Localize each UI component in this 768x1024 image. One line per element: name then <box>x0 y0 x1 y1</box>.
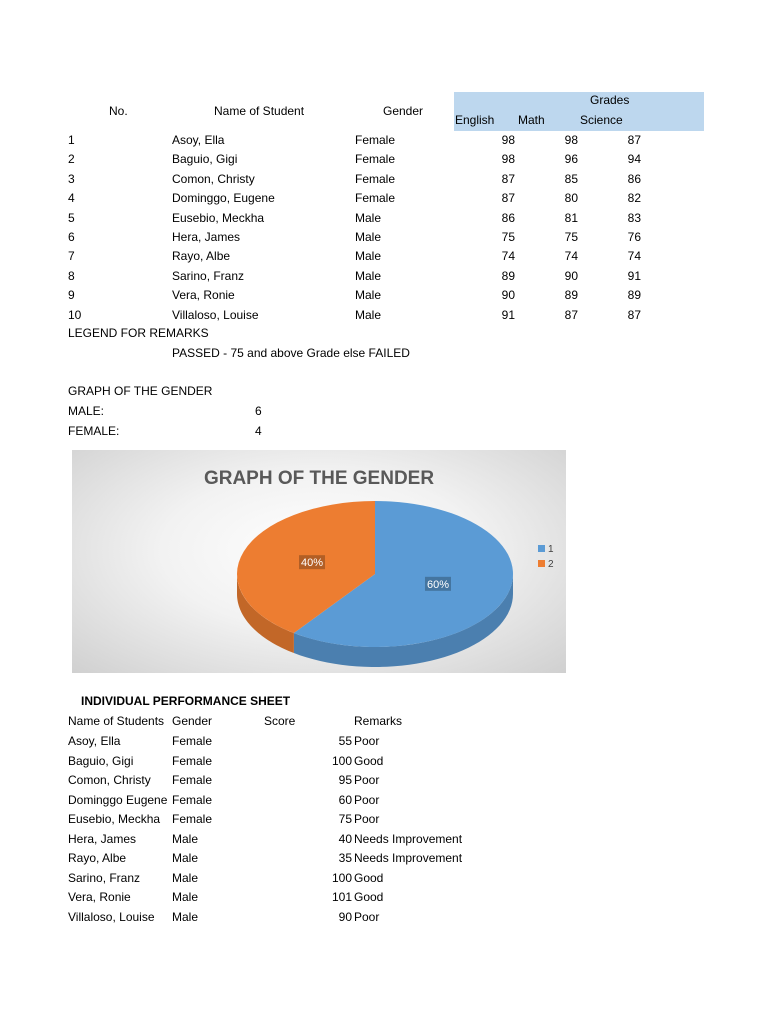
performance-gender: Male <box>172 890 199 904</box>
female-label: FEMALE: <box>68 424 120 438</box>
student-no: 8 <box>68 268 75 283</box>
performance-name: Hera, James <box>68 831 137 846</box>
performance-remarks: Good <box>354 870 384 885</box>
performance-remarks: Poor <box>354 812 380 826</box>
perf-header-score: Score <box>264 714 296 728</box>
performance-gender: Female <box>172 792 213 807</box>
legend-swatch-1 <box>538 545 545 552</box>
performance-score: 90 <box>338 909 352 924</box>
student-english: 86 <box>501 210 515 225</box>
student-gender: Female <box>355 191 396 206</box>
performance-name: Sarino, Franz <box>68 870 141 885</box>
performance-score: 35 <box>338 851 352 865</box>
performance-score: 95 <box>338 773 352 787</box>
performance-name: Vera, Ronie <box>68 890 131 904</box>
student-gender: Male <box>355 210 382 225</box>
performance-gender: Female <box>172 734 213 748</box>
student-science: 94 <box>627 152 641 167</box>
student-gender: Female <box>355 152 396 167</box>
performance-name: Comon, Christy <box>68 773 151 787</box>
performance-score: 101 <box>331 890 352 904</box>
student-math: 85 <box>564 171 578 186</box>
performance-name: Eusebio, Meckha <box>68 812 161 826</box>
student-name: Eusebio, Meckha <box>172 210 265 225</box>
legend-remarks-title: LEGEND FOR REMARKS <box>68 326 209 340</box>
student-english: 89 <box>501 268 515 283</box>
student-gender: Female <box>355 133 396 147</box>
male-label: MALE: <box>68 404 105 418</box>
student-no: 3 <box>68 171 75 186</box>
header-math: Math <box>518 113 545 127</box>
performance-gender: Male <box>172 851 199 865</box>
student-math: 87 <box>564 307 578 322</box>
student-science: 89 <box>627 288 641 303</box>
student-science: 74 <box>627 249 641 264</box>
perf-header-gender: Gender <box>172 714 213 728</box>
header-grades: Grades <box>590 93 630 107</box>
legend-remarks-text: PASSED - 75 and above Grade else FAILED <box>172 346 410 360</box>
legend-label-2: 2 <box>548 559 554 570</box>
student-english: 87 <box>501 171 515 186</box>
performance-score: 75 <box>338 812 352 826</box>
student-gender: Male <box>355 249 382 264</box>
student-name: Asoy, Ella <box>172 133 225 147</box>
student-science: 82 <box>627 191 641 206</box>
performance-name: Dominggo Eugene <box>68 792 168 807</box>
student-no: 7 <box>68 249 75 264</box>
student-english: 74 <box>501 249 515 264</box>
student-science: 76 <box>627 230 641 244</box>
header-gender: Gender <box>383 104 424 118</box>
perf-header-remarks: Remarks <box>354 714 403 728</box>
header-science: Science <box>580 113 623 127</box>
performance-score: 55 <box>338 734 352 748</box>
student-math: 96 <box>564 152 578 167</box>
performance-gender: Male <box>172 870 199 885</box>
student-name: Rayo, Albe <box>172 249 231 264</box>
student-science: 91 <box>627 268 641 283</box>
student-math: 81 <box>564 210 578 225</box>
student-math: 80 <box>564 191 578 206</box>
performance-name: Asoy, Ella <box>68 734 121 748</box>
student-science: 86 <box>627 171 641 186</box>
performance-remarks: Needs Improvement <box>354 831 463 846</box>
student-english: 90 <box>501 288 515 303</box>
performance-remarks: Poor <box>354 734 380 748</box>
student-gender: Male <box>355 307 382 322</box>
performance-score: 40 <box>338 831 352 846</box>
student-name: Hera, James <box>172 230 241 244</box>
performance-score: 100 <box>331 753 352 768</box>
student-science: 87 <box>627 307 641 322</box>
student-math: 98 <box>564 133 578 147</box>
student-science: 83 <box>627 210 641 225</box>
student-gender: Male <box>355 268 382 283</box>
student-no: 1 <box>68 133 75 147</box>
female-count: 4 <box>255 424 262 438</box>
student-english: 98 <box>501 133 515 147</box>
legend-swatch-2 <box>538 560 545 567</box>
performance-gender: Female <box>172 753 213 768</box>
perf-header-name: Name of Students <box>68 714 165 728</box>
student-math: 89 <box>564 288 578 303</box>
student-gender: Male <box>355 288 382 303</box>
student-english: 98 <box>501 152 515 167</box>
pie-chart-svg <box>72 450 566 673</box>
student-no: 9 <box>68 288 75 303</box>
student-name: Comon, Christy <box>172 171 255 186</box>
performance-gender: Male <box>172 831 199 846</box>
performance-remarks: Good <box>354 890 384 904</box>
student-name: Baguio, Gigi <box>172 152 238 167</box>
header-no: No. <box>109 104 128 118</box>
student-name: Vera, Ronie <box>172 288 235 303</box>
performance-name: Baguio, Gigi <box>68 753 134 768</box>
male-count: 6 <box>255 404 262 418</box>
performance-remarks: Poor <box>354 909 380 924</box>
gender-pie-chart <box>72 450 566 673</box>
header-name: Name of Student <box>214 104 305 118</box>
performance-score: 100 <box>331 870 352 885</box>
student-no: 5 <box>68 210 75 225</box>
student-gender: Male <box>355 230 382 244</box>
performance-remarks: Poor <box>354 773 380 787</box>
gender-summary-title: GRAPH OF THE GENDER <box>68 384 213 398</box>
performance-name: Rayo, Albe <box>68 851 127 865</box>
student-math: 90 <box>564 268 578 283</box>
chart-legend <box>538 544 554 570</box>
student-math: 75 <box>564 230 578 244</box>
chart-title: GRAPH OF THE GENDER <box>203 468 435 489</box>
performance-gender: Female <box>172 812 213 826</box>
student-math: 74 <box>564 249 578 264</box>
performance-gender: Male <box>172 909 199 924</box>
student-english: 75 <box>501 230 515 244</box>
student-science: 87 <box>627 133 641 147</box>
pie-group <box>237 501 513 667</box>
student-no: 2 <box>68 152 75 167</box>
student-no: 10 <box>68 307 82 322</box>
performance-remarks: Poor <box>354 792 380 807</box>
performance-score: 60 <box>338 792 352 807</box>
data-label-1: 60% <box>426 578 450 591</box>
student-name: Dominggo, Eugene <box>172 191 275 206</box>
data-label-2: 40% <box>300 557 324 570</box>
student-gender: Female <box>355 171 396 186</box>
student-name: Sarino, Franz <box>172 268 245 283</box>
performance-remarks: Good <box>354 753 384 768</box>
student-no: 4 <box>68 191 75 206</box>
legend-label-1: 1 <box>548 544 554 555</box>
student-no: 6 <box>68 230 75 244</box>
performance-name: Villaloso, Louise <box>68 909 155 924</box>
header-english: English <box>455 113 495 127</box>
student-english: 87 <box>501 191 515 206</box>
performance-gender: Female <box>172 773 213 787</box>
performance-remarks: Needs Improvement <box>354 851 463 865</box>
performance-title: INDIVIDUAL PERFORMANCE SHEET <box>81 694 291 708</box>
student-name: Villaloso, Louise <box>172 307 259 322</box>
student-english: 91 <box>501 307 515 322</box>
